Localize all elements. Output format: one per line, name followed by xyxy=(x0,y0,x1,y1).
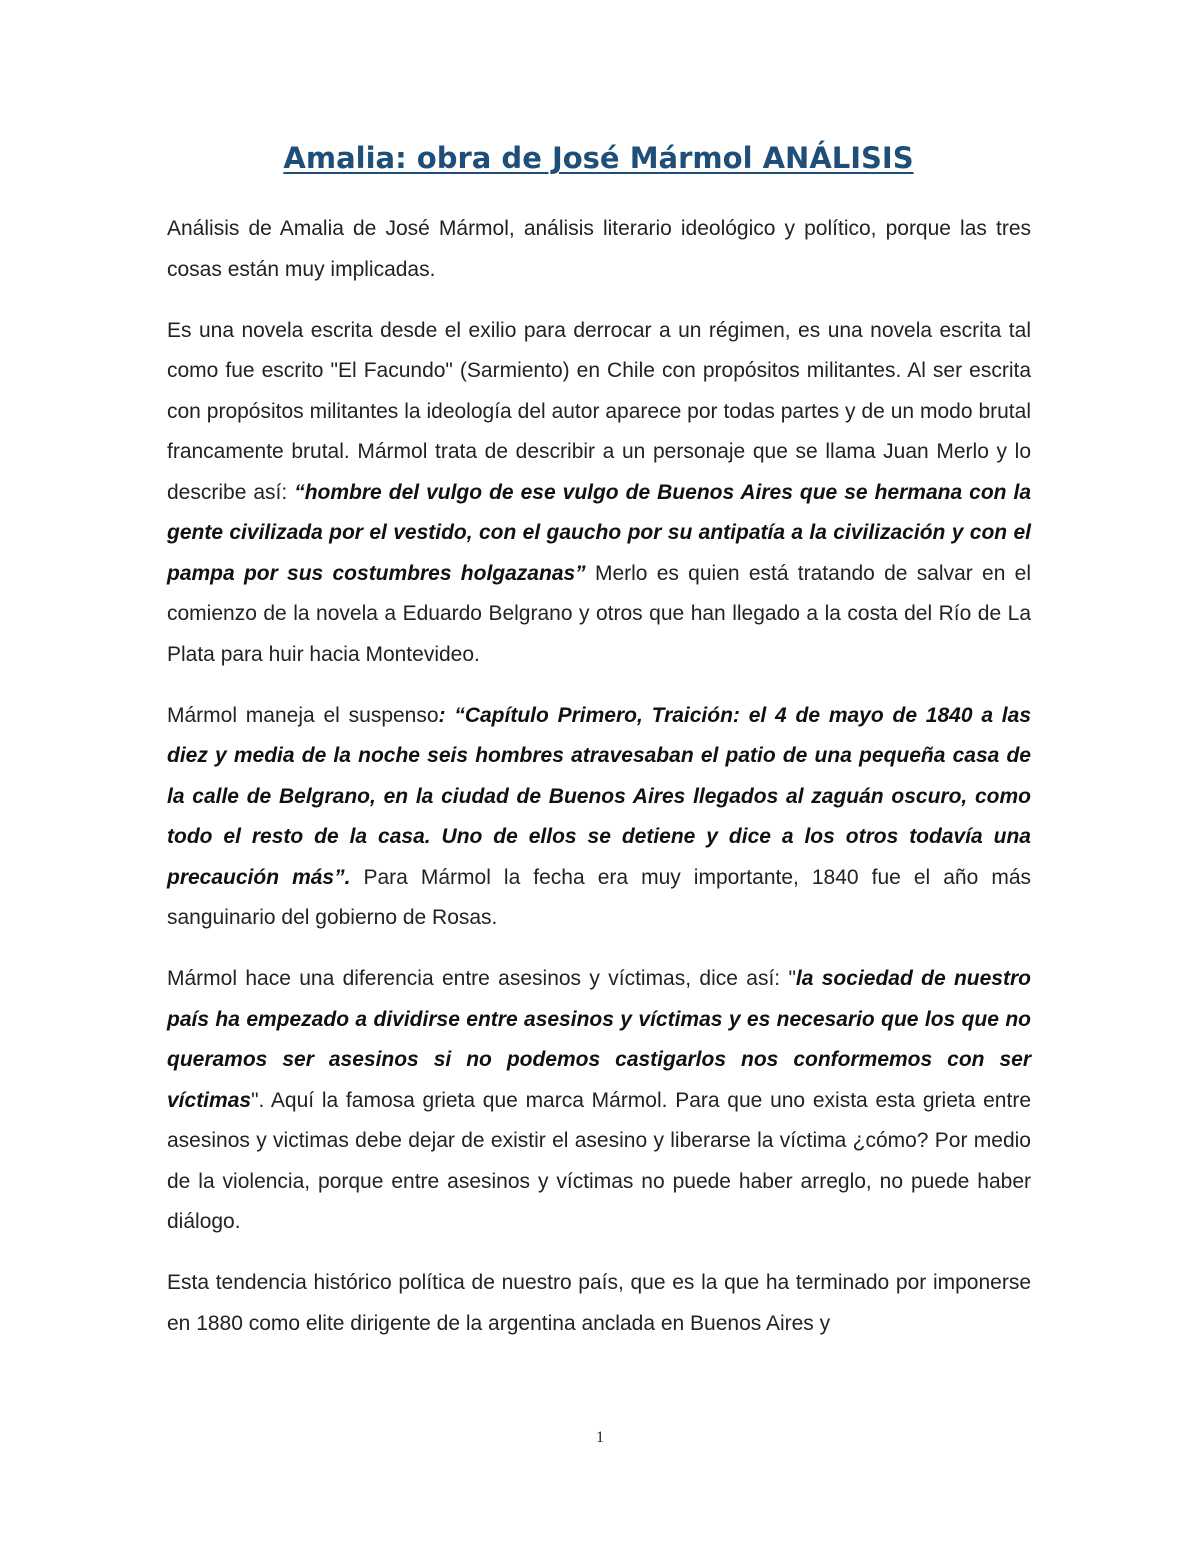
text-run: Esta tendencia histórico política de nuestro país, que es la que ha terminado por imponerse en 1880 como elite dirigente de la argentina anclada en Buenos Aires y xyxy=(167,1271,1031,1335)
paragraph-exile-novel xyxy=(167,311,1031,676)
page-number: 1 xyxy=(596,1429,604,1446)
quote-society-divided: la sociedad de nuestro país ha empezado a dividirse entre asesinos y víctimas y es necesario que los que no queramos ser asesinos si no podemos castigarlos nos conformemos con ser víctimas xyxy=(167,967,1031,1112)
quote-juan-merlo: “hombre del vulgo de ese vulgo de Buenos Aires que se hermana con la gente civilizada por el vestido, con el gaucho por su antipatía a la civilización y con el pampa por sus costumbres holgazanas” xyxy=(167,480,1031,585)
paragraph-intro xyxy=(167,209,1031,290)
text-run: Es una novela escrita desde el exilio para derrocar a un régimen, es una novela escrita tal como fue escrito "El Facundo" (Sarmiento) en Chile con propósitos militantes. Al ser escrita con propósitos militantes la ideología del autor aparece por todas partes y de un modo brutal francamente brutal. Mármol trata de describir a un personaje que se llama Juan Merlo y lo describe así: xyxy=(167,318,1031,504)
document-body xyxy=(167,209,1031,1365)
document-title: Amalia: obra de José Mármol ANÁLISIS xyxy=(283,141,914,175)
paragraph-assassins-victims xyxy=(167,959,1031,1243)
text-run: Mármol hace una diferencia entre asesinos y víctimas, dice así: " xyxy=(167,967,796,990)
quote-chapter-one: : “Capítulo Primero, Traición: el 4 de mayo de 1840 a las diez y media de la noche seis hombres atravesaban el patio de una pequeña casa de la calle de Belgrano, en la ciudad de Buenos Aires llegados al zaguán oscuro, como todo el resto de la casa. Uno de ellos se detiene y dice a los otros todavía una precaución más”. xyxy=(167,703,1031,889)
text-run: ". Aquí la famosa grieta que marca Mármol. Para que uno exista esta grieta entre asesinos y victimas debe dejar de existir el asesino y liberarse la víctima ¿cómo? Por medio de la violencia, porque entre asesinos y víctimas no puede haber arreglo, no puede haber diálogo. xyxy=(167,1088,1031,1233)
text-run: Análisis de Amalia de José Mármol, análisis literario ideológico y político, porque las tres cosas están muy implicadas. xyxy=(167,217,1031,281)
text-run: Mármol maneja el suspenso xyxy=(167,703,439,727)
paragraph-historical-tendency xyxy=(167,1263,1031,1344)
paragraph-suspense xyxy=(167,696,1031,939)
text-run: Para Mármol la fecha era muy importante, 1840 fue el año más sanguinario del gobierno de Rosas. xyxy=(167,865,1031,929)
text-run: Merlo es quien está tratando de salvar en el comienzo de la novela a Eduardo Belgrano y otros que han llegado a la costa del Río de La Plata para huir hacia Montevideo. xyxy=(167,561,1032,666)
